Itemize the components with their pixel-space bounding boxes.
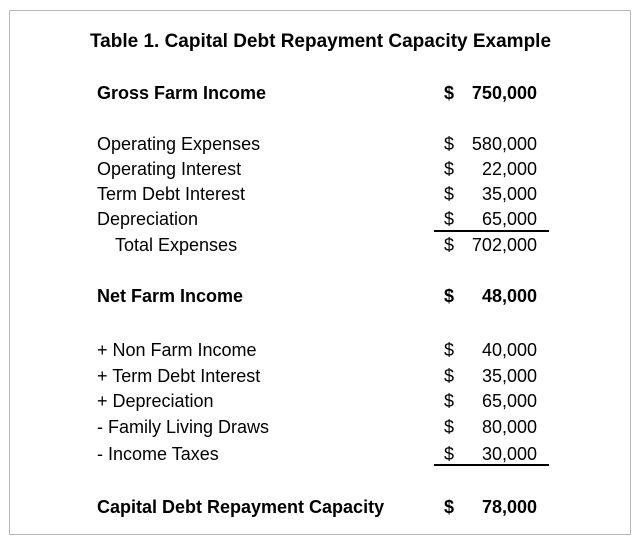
row-label: + Term Debt Interest — [97, 366, 261, 386]
row-label: + Non Farm Income — [97, 340, 257, 360]
row-operating-interest — [0, 157, 641, 181]
row-income-taxes — [0, 442, 641, 466]
row-label: Total Expenses — [115, 235, 238, 255]
row-label: - Income Taxes — [97, 444, 219, 464]
row-label: + Depreciation — [97, 391, 214, 411]
dollar-sign: $ — [444, 497, 455, 517]
dollar-sign: $ — [444, 134, 455, 154]
dollar-sign: $ — [444, 417, 455, 437]
row-gross-farm-income — [0, 81, 641, 105]
row-amount: 48,000 — [481, 286, 537, 306]
row-label: Capital Debt Repayment Capacity — [97, 497, 385, 517]
row-amount: 78,000 — [481, 497, 537, 517]
dollar-sign: $ — [444, 391, 455, 411]
row-amount: 35,000 — [481, 366, 537, 386]
row-label: Operating Expenses — [97, 134, 261, 154]
row-amount: 30,000 — [481, 444, 537, 464]
subtotal-underline — [434, 230, 549, 232]
dollar-sign: $ — [444, 235, 455, 255]
row-amount: 40,000 — [481, 340, 537, 360]
table-title: Table 1. Capital Debt Repayment Capacity Example — [89, 31, 552, 52]
row-label: Depreciation — [97, 209, 199, 229]
row-amount: 750,000 — [471, 83, 537, 103]
row-plus-term-debt-interest — [0, 364, 641, 388]
row-label: - Family Living Draws — [97, 417, 270, 437]
row-amount: 580,000 — [471, 134, 537, 154]
row-family-living-draws — [0, 415, 641, 439]
dollar-sign: $ — [444, 366, 455, 386]
row-non-farm-income — [0, 338, 641, 362]
subtotal-underline — [434, 464, 549, 466]
dollar-sign: $ — [444, 184, 455, 204]
row-label: Operating Interest — [97, 159, 242, 179]
row-term-debt-interest — [0, 182, 641, 206]
row-amount: 65,000 — [481, 391, 537, 411]
row-total-expenses — [0, 233, 641, 257]
dollar-sign: $ — [444, 209, 455, 229]
dollar-sign: $ — [444, 444, 455, 464]
row-amount: 80,000 — [481, 417, 537, 437]
row-label: Term Debt Interest — [97, 184, 246, 204]
row-depreciation — [0, 207, 641, 231]
dollar-sign: $ — [444, 83, 455, 103]
row-amount: 22,000 — [481, 159, 537, 179]
row-amount: 35,000 — [481, 184, 537, 204]
row-plus-depreciation — [0, 389, 641, 413]
dollar-sign: $ — [444, 286, 455, 306]
row-label: Gross Farm Income — [97, 83, 267, 103]
row-net-farm-income — [0, 284, 641, 308]
row-capital-debt-repayment-capacity — [0, 495, 641, 519]
row-amount: 65,000 — [481, 209, 537, 229]
row-operating-expenses — [0, 132, 641, 156]
dollar-sign: $ — [444, 159, 455, 179]
row-label: Net Farm Income — [97, 286, 244, 306]
dollar-sign: $ — [444, 340, 455, 360]
row-amount: 702,000 — [471, 235, 537, 255]
